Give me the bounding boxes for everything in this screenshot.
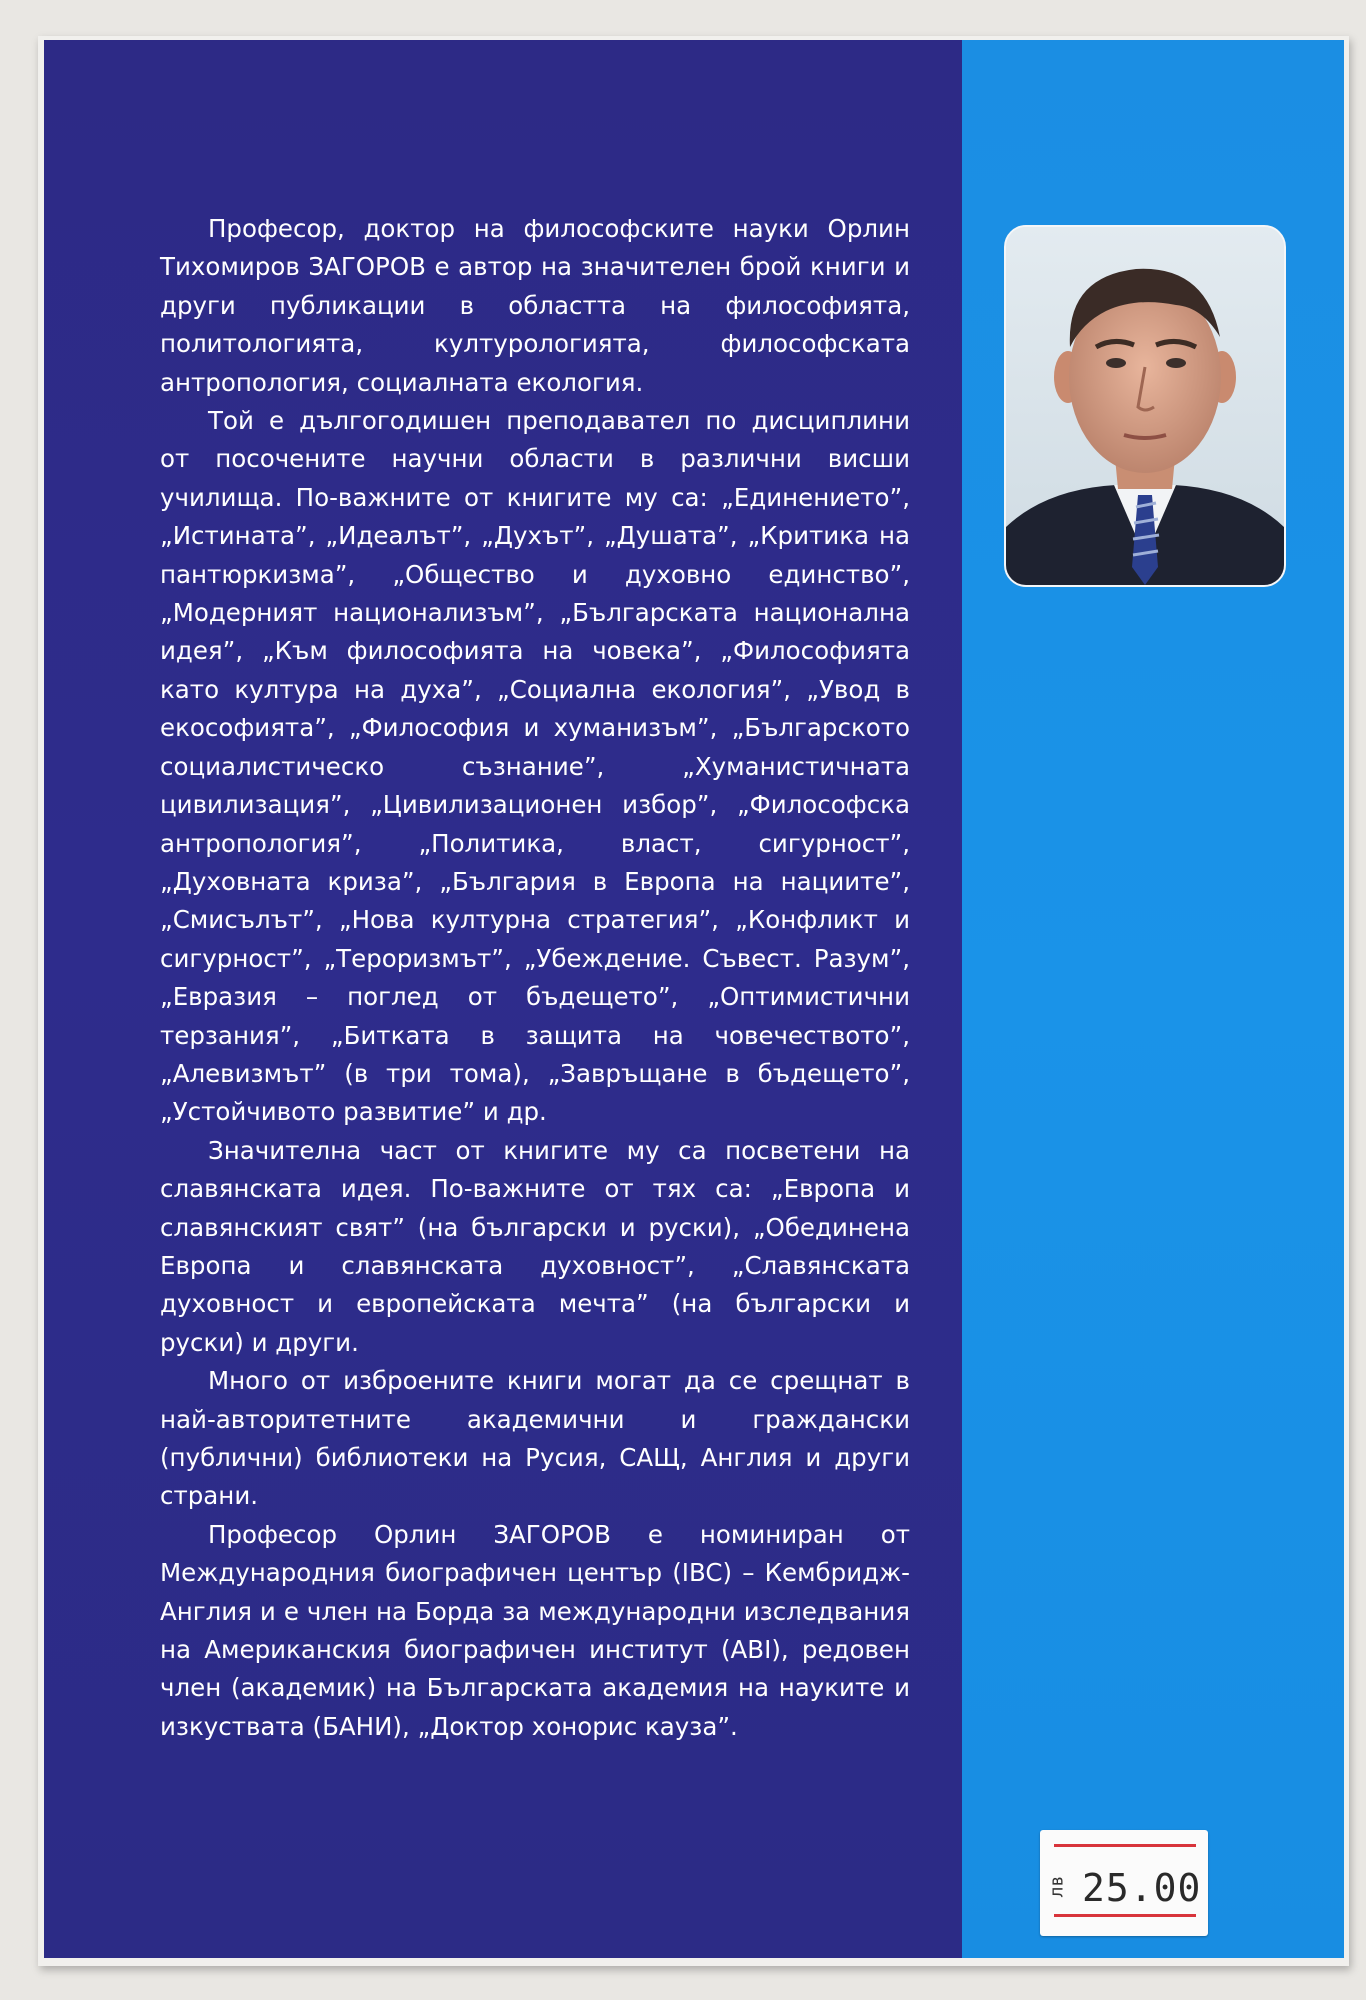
author-biography — [160, 210, 910, 1746]
price-value: 25.00 — [1082, 1866, 1202, 1910]
price-sticker — [1040, 1830, 1208, 1936]
sticker-red-line — [1054, 1914, 1196, 1917]
bio-paragraph-4: Много от изброените книги могат да се срещнат в най-авторитетните академични и граждански (публични) библиотеки на Русия, САЩ, Англия и други страни. — [160, 1366, 910, 1511]
bio-paragraph-3: Значителна част от книгите му са посветени на славянската идея. По-важните от тях са: „Европа и славянският свят” (на български и руски), „Обединена Европа и славянската духовност”, „Славянската духовност и европейската мечта” (на български и руски) и други. — [160, 1135, 910, 1357]
sticker-red-line — [1054, 1844, 1196, 1847]
bio-paragraph-2: Той е дългогодишен преподавател по дисциплини от посочените научни области в различни висши училища. По-важните от книгите му са: „Единението”, „Истината”, „Идеалът”, „Духът”, „Душата”, „Критика на пантюркизма”, „Общество и духовно единство”, „Модерният национализъм”, „Българската национална идея”, „Към философията на човека”, „Философията като култура на духа”, „Социална екология”, „Увод в екософията”, „Философия и хуманизъм”, „Българското социалистическо съзнание”, „Хуманистичната цивилизация”, „Цивилизационен избор”, „Философска антропология”, „Политика, власт, сигурност”, „Духовната криза”, „България в Европа на нациите”, „Смисълът”, „Нова културна стратегия”, „Конфликт и сигурност”, „Тероризмът”, „Убеждение. Съвест. Разум”, „Евразия – поглед от бъдещето”, „Оптимистични терзания”, „Битката в защита на човечеството”, „Алевизмът” (в три тома), „Завръщане в бъдещето”, „Устойчивото развитие” и др. — [160, 406, 910, 1127]
left-text-panel — [44, 40, 962, 1958]
author-portrait-photo — [1004, 225, 1286, 587]
price-currency: лв — [1046, 1875, 1068, 1898]
bio-paragraph-1: Професор, доктор на философските науки Орлин Тихомиров ЗАГОРОВ е автор на значителен брой книги и други публикации в областта на философията, политологията, културологията, философската антропология, социалната екология. — [160, 214, 910, 397]
bio-paragraph-5: Професор Орлин ЗАГОРОВ е номиниран от Международния биографичен център (IBC) – Кембридж- Англия и е член на Борда за международни изследвания на Американския биографичен институт (ABI), редовен член (академик) на Българската академия на науките и изкуствата (БАНИ), „Доктор хонорис кауза”. — [160, 1519, 910, 1741]
book-back-cover — [38, 36, 1349, 1966]
